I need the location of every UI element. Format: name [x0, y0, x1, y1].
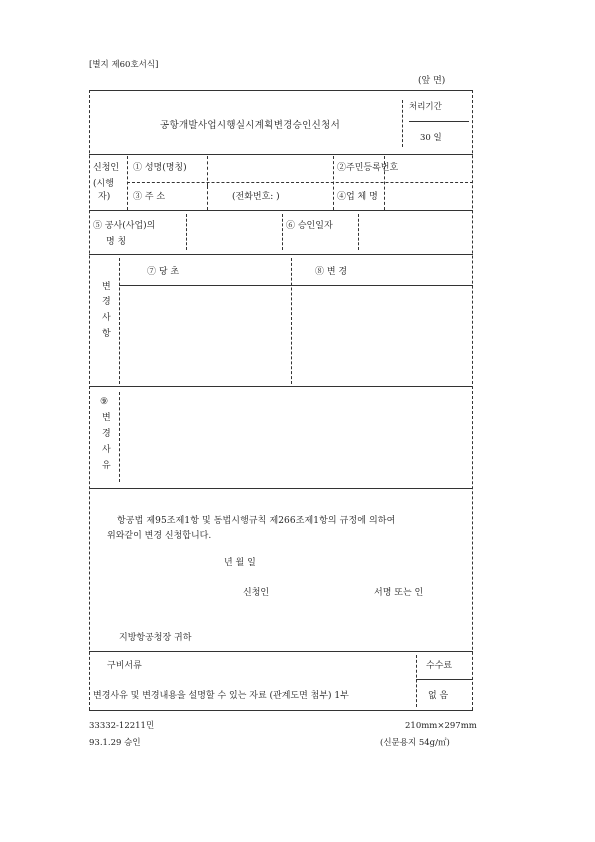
project-value-divider [186, 214, 187, 250]
reason-col-divider [119, 392, 120, 482]
project-name-label: ⑤ 공사(사업)의 [93, 221, 156, 231]
title-row-bottom [89, 154, 473, 155]
applicant-col-divider [127, 156, 128, 210]
fee-col-divider [416, 655, 417, 707]
processing-period-label: 처리기간 [409, 102, 442, 112]
signature-label: 서명 또는 인 [374, 588, 424, 598]
fee-value: 없 음 [428, 691, 449, 701]
declaration-line-1: 항공법 제95조제1항 및 동법시행규칙 제266조제1항의 규정에 의하여 [117, 516, 396, 526]
paper-size: 210mm×297mm [405, 721, 477, 731]
change-items-label-char: 경 [102, 297, 111, 307]
application-date: 년 월 일 [224, 558, 256, 568]
address-value-divider [207, 186, 208, 210]
processing-box-divider [409, 121, 469, 122]
approval-note: 93.1.29 승인 [89, 738, 141, 748]
fee-label: 수수료 [426, 661, 453, 671]
fee-header-line [416, 679, 473, 680]
processing-period-value: 30 일 [420, 133, 442, 143]
applicant-mid-line [127, 182, 473, 183]
applicant-label: 신청인 [93, 163, 120, 173]
reason-label-char: 변 [102, 413, 111, 423]
applicant-row-bottom [89, 210, 473, 211]
form-title: 공항개발사업시행실시계획변경승인신청서 [160, 120, 341, 131]
company-name-label: ④업 체 명 [337, 192, 378, 202]
change-items-mid-divider [291, 258, 292, 384]
required-doc-item: 변경사유 및 변경내용을 설명할 수 있는 자료 (관계도면 첨부) 1부 [93, 691, 349, 701]
resident-no-value-divider [384, 156, 385, 210]
change-items-label-char: 사 [102, 313, 111, 323]
reason-label-char: 경 [102, 429, 111, 439]
change-items-col-divider [119, 258, 120, 384]
approval-date-value-divider [358, 214, 359, 250]
approval-date-label: ⑥ 승인일자 [286, 221, 333, 231]
page-side-label: (앞 면) [418, 76, 446, 86]
declaration-line-2: 위와같이 변경 신청합니다. [107, 531, 212, 541]
project-row-bottom [89, 254, 473, 255]
name-label: ① 성명(명칭) [133, 163, 187, 173]
approval-date-divider [282, 214, 283, 250]
declaration-row-bottom [89, 651, 473, 652]
phone-label: (전화번호: ) [232, 192, 280, 202]
resident-no-label: ②주민등록번호 [337, 163, 399, 173]
change-items-label-char: 항 [102, 329, 111, 339]
change-items-label-char: 변 [102, 282, 111, 292]
applicant-label-2: (시행 [93, 179, 114, 189]
change-items-row-bottom [89, 386, 473, 387]
change-items-header-line [119, 285, 473, 286]
form-right-border [472, 90, 473, 710]
form-number: [별지 제60호서식] [89, 60, 159, 70]
original-column-header: ⑦ 당 초 [147, 267, 180, 277]
form-code: 33332-12211민 [89, 721, 155, 731]
required-docs-label: 구비서류 [107, 661, 142, 671]
addressee: 지방항공청장 귀하 [119, 633, 192, 643]
reason-label-char: 사 [102, 445, 111, 455]
changed-column-header: ⑧ 변 경 [315, 267, 348, 277]
form-bottom-border [89, 710, 473, 711]
processing-box-left [402, 100, 403, 147]
applicant-sign-label: 신청인 [243, 588, 270, 598]
project-name-label-2: 명 칭 [106, 237, 127, 247]
resident-no-divider [333, 156, 334, 210]
form-left-border [89, 90, 90, 710]
reason-label-char: ⑨ [100, 397, 109, 407]
paper-type: (신문용지 54g/㎡) [380, 738, 450, 748]
address-label: ③ 주 소 [133, 192, 166, 202]
applicant-label-3: 자) [98, 192, 111, 202]
reason-label-char: 유 [102, 461, 111, 471]
form-top-border [89, 90, 473, 91]
reason-row-bottom [89, 488, 473, 489]
